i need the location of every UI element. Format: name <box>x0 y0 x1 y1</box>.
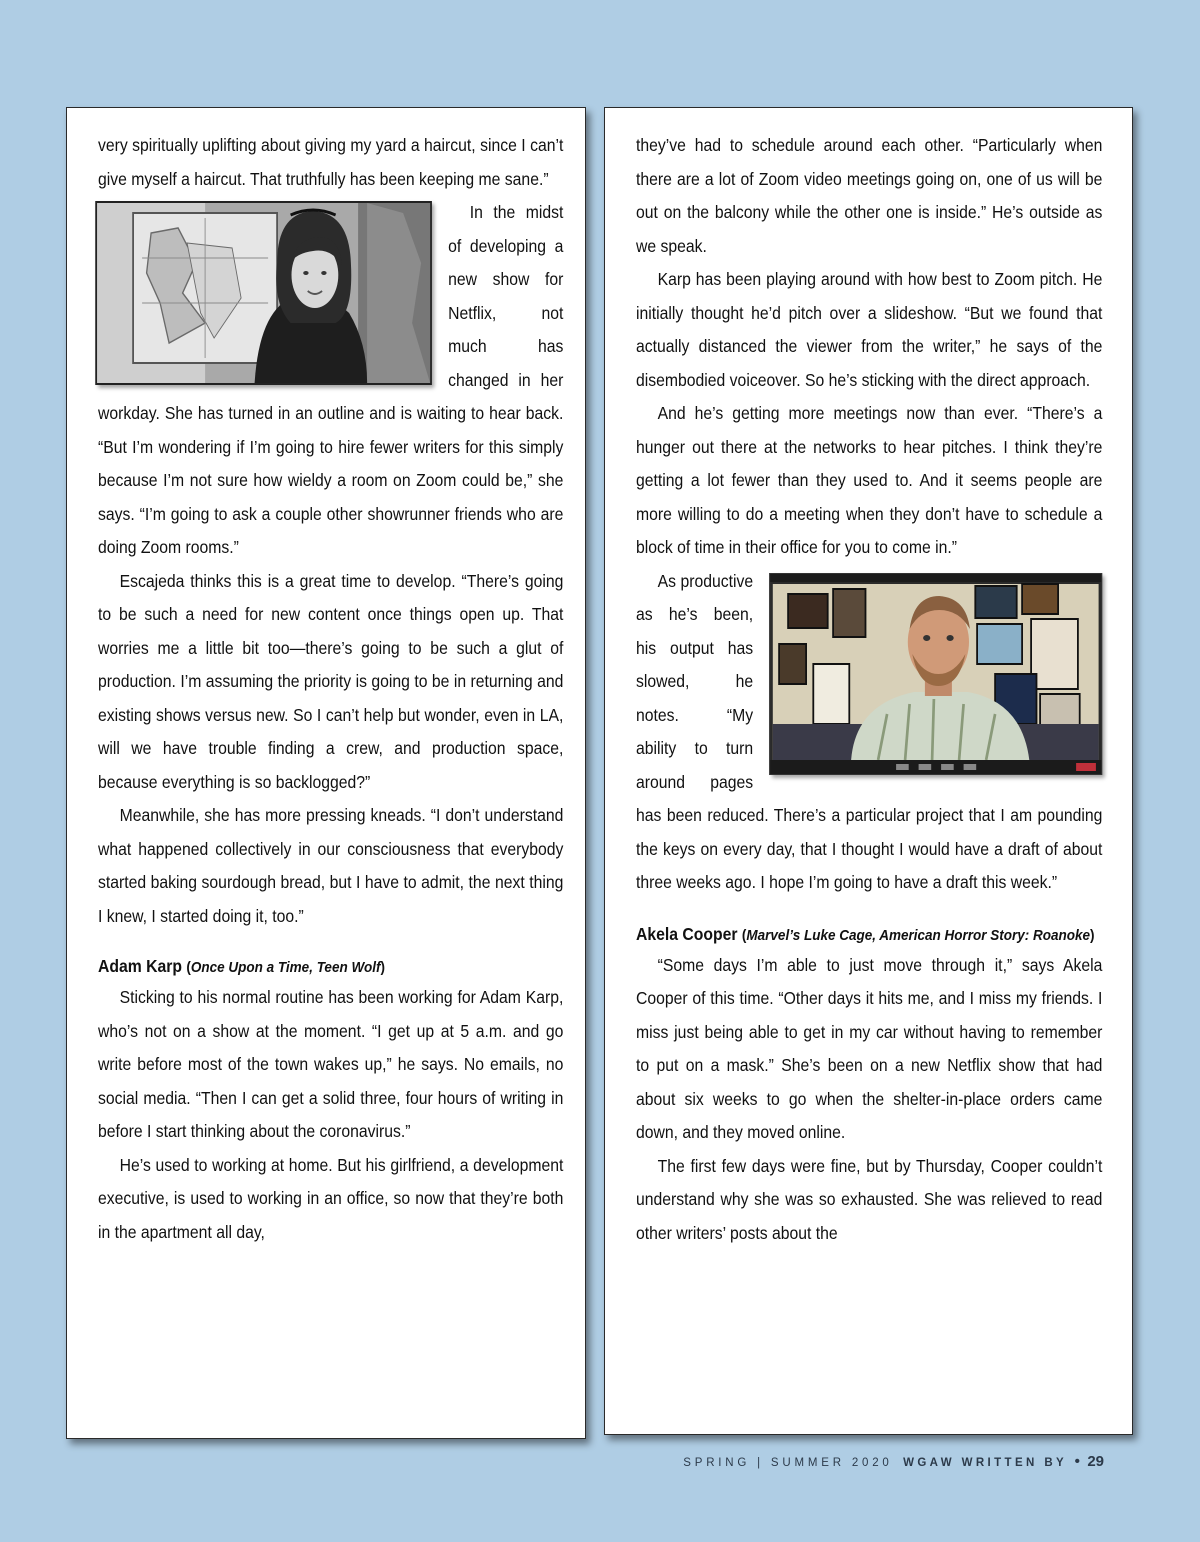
footer-bullet: • <box>1074 1453 1080 1470</box>
page-footer <box>683 1453 1104 1471</box>
right-column-text <box>636 129 1102 1250</box>
page-number: 29 <box>1087 1453 1104 1470</box>
paragraph-karp-routine: Sticking to his normal routine has been working for Adam Karp, who’s not on a show at the moment. “I get up at 5 a.m. and go write before most of the town wakes up,” he says. No emails, no social media. “Then I can get a solid three, four hours of writing in before I start thinking about the coronavirus.” <box>98 987 564 1141</box>
heading-name: Akela Cooper <box>636 923 738 944</box>
paragraph-karp-home: He’s used to working at home. But his girlfriend, a development executive, is used to working in an office, so now that they’re both in the apartment all day, <box>98 1154 564 1242</box>
paragraph-meetings: And he’s getting more meetings now than ever. “There’s a hunger out there at the networks to hear pitches. I think they’re getting a lot fewer than they used to. And it seems people are more willing to do a meeting when they don’t have to schedule a block of time in their office for you to come in.” <box>636 403 1103 557</box>
paragraph-cooper-exhausted: The first few days were fine, but by Thursday, Cooper couldn’t understand why she was so exhausted. She was relieved to read other writers’ posts about the <box>636 1155 1103 1243</box>
footer-magazine: WGAW WRITTEN BY <box>903 1457 1068 1469</box>
left-column-text <box>98 129 563 1249</box>
heading-adam-karp <box>98 953 563 981</box>
paragraph-escajeda: Escajeda thinks this is a great time to develop. “There’s going to be such a need for new content once things open up. That worries me a little bit too—there’s going to be such a glut of production. I’m assuming the priority is going to be in returning and existing shows versus new. So I can’t help but wonder, even in LA, will we have trouble finding a crew, and production space, because everything is so backlogged?” <box>98 570 564 792</box>
right-column <box>604 107 1133 1435</box>
paragraph-cooper-days: “Some days I’m able to just move through it,” says Akela Cooper of this time. “Other days it hits me, and I miss my friends. I miss just being able to get in my car without having to remember to put on a mask.” She’s been on a new Netflix show that had about six weeks to go when the shelter-in-place orders came down, and they moved online. <box>636 954 1103 1142</box>
heading-akela-cooper <box>636 921 1102 949</box>
photo-zoom-call-man <box>769 573 1102 775</box>
paragraph-productive: As productive as he’s been, his output has slowed, he notes. “My ability to turn around pages has been reduced. There’s a particular project that I am pounding the keys on every day, that I thought I would have a draft of about three weeks ago. I hope I’m going to have a draft this week.” <box>636 570 1103 892</box>
heading-shows: Marvel’s Luke Cage, American Horror Story: Roanoke <box>746 926 1091 944</box>
paragraph-pitch: Karp has been playing around with how best to Zoom pitch. He initially thought he’d pitch over a slideshow. “But we found that actually distanced the viewer from the writer,” he says of the disembodied voiceover. So he’s sticking with the direct approach. <box>636 269 1103 390</box>
heading-paren-close: ) <box>380 959 385 976</box>
paragraph-midst: In the midst of developing a new show for Netflix, not much has changed in her workday. She has turned in an outline and is waiting to hear back. “But I’m wondering if I’m going to hire fewer writers for this simply because I’m not sure how wieldy a room on Zoom could be,” she says. “I’m going to ask a couple other showrunner friends who are doing Zoom rooms.” <box>98 202 564 557</box>
paragraph-kneads: Meanwhile, she has more pressing kneads. “I don’t understand what happened collectively in our consciousness that everybody started baking sourdough bread, but I have to admit, the next thing I knew, I started doing it, too.” <box>98 805 564 926</box>
paragraph-intro: very spiritually uplifting about giving my yard a haircut, since I can’t give myself a haircut. That truthfully has been keeping me sane.” <box>98 135 564 189</box>
footer-issue: SPRING | SUMMER 2020 <box>683 1457 893 1469</box>
heading-paren-open: ( <box>186 959 191 976</box>
paragraph-continued: they’ve had to schedule around each other. “Particularly when there are a lot of Zoom video meetings going on, one of us will be out on the balcony while the other one is inside.” He’s outside as we speak. <box>636 135 1103 256</box>
photo-woman-with-map <box>95 201 432 385</box>
heading-paren-open: ( <box>741 926 747 944</box>
heading-paren-close: ) <box>1090 926 1095 944</box>
heading-name: Adam Karp <box>98 956 183 976</box>
heading-shows: Once Upon a Time, Teen Wolf <box>190 959 381 976</box>
left-column <box>66 107 586 1439</box>
